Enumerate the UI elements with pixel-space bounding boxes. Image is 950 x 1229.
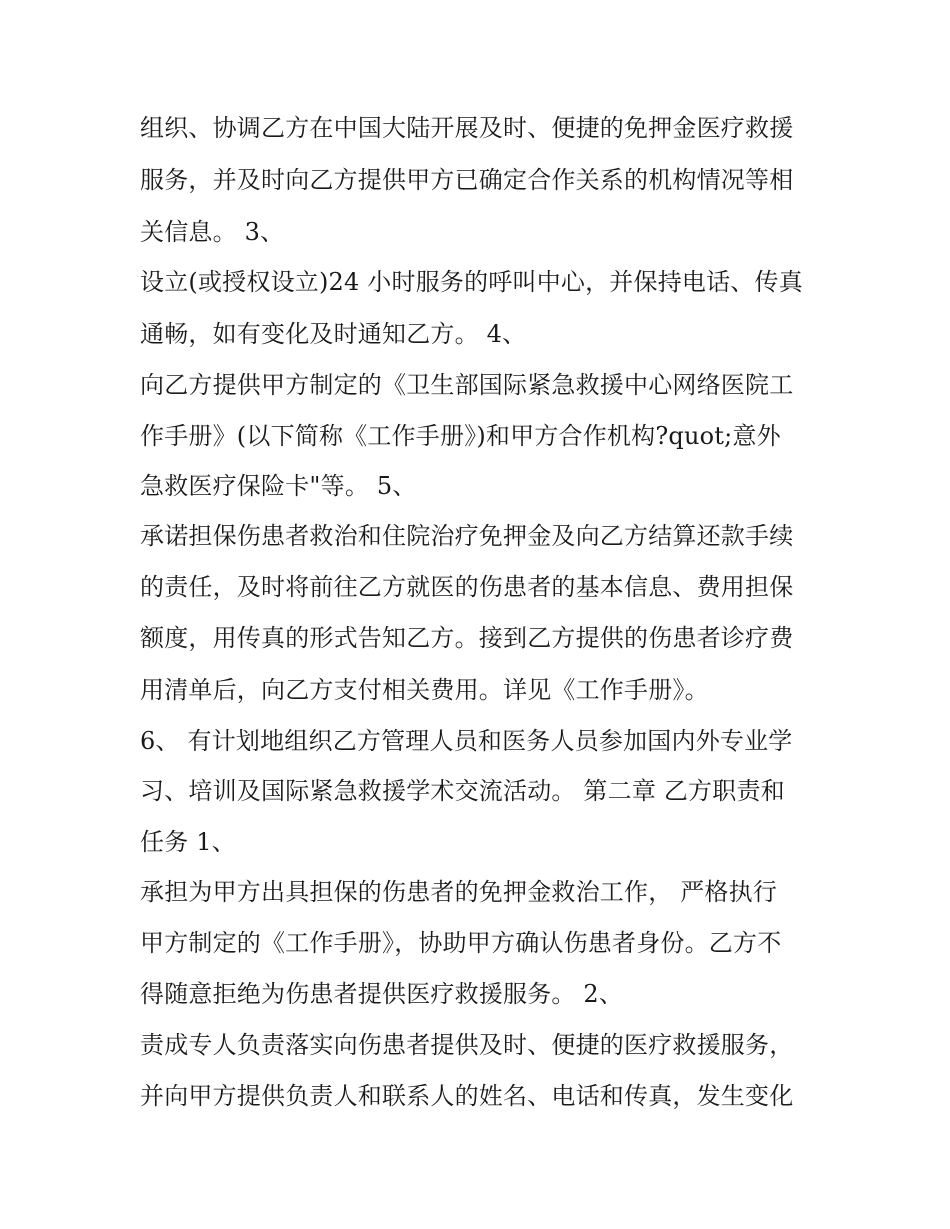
text-line-11: 额度，用传真的形式告知乙方。接到乙方提供的伤患者诊疗费 <box>140 624 794 652</box>
text-line-19: 责成专人负责落实向伤患者提供及时、便捷的医疗救援服务， <box>140 1031 794 1059</box>
text-line-6: 向乙方提供甲方制定的《卫生部国际紧急救援中心网络医院工 <box>140 371 794 399</box>
text-line-20: 并向甲方提供负责人和联系人的姓名、电话和传真，发生变化 <box>140 1082 794 1110</box>
text-line-13: 6、 有计划地组织乙方管理人员和医务人员参加国内外专业学 <box>140 727 793 755</box>
text-line-18: 得随意拒绝为伤患者提供医疗救援服务。 2、 <box>140 980 624 1008</box>
text-line-2: 服务，并及时向乙方提供甲方已确定合作关系的机构情况等相 <box>140 166 794 194</box>
text-line-5: 通畅，如有变化及时通知乙方。 4、 <box>140 320 527 348</box>
text-line-16: 承担为甲方出具担保的伤患者的免押金救治工作， 严格执行 <box>140 878 778 906</box>
text-line-12: 用清单后，向乙方支付相关费用。详见《工作手册》。 <box>140 676 709 704</box>
text-line-17: 甲方制定的《工作手册》，协助甲方确认伤患者身份。乙方不 <box>140 929 782 957</box>
text-line-4: 设立(或授权设立)24 小时服务的呼叫中心，并保持电话、传真 <box>140 268 803 296</box>
text-line-8: 急救医疗保险卡"等。 5、 <box>140 472 417 500</box>
text-line-15: 任务 1、 <box>140 828 236 856</box>
text-line-14: 习、培训及国际紧急救援学术交流活动。 第二章 乙方职责和 <box>140 777 785 805</box>
text-line-9: 承诺担保伤患者救治和住院治疗免押金及向乙方结算还款手续 <box>140 522 794 550</box>
text-line-7: 作手册》(以下简称《工作手册》)和甲方合作机构?quot;意外 <box>140 422 781 450</box>
text-line-10: 的责任，及时将前往乙方就医的伤患者的基本信息、费用担保 <box>140 573 794 601</box>
text-line-3: 关信息。 3、 <box>140 218 285 246</box>
text-line-1: 组织、协调乙方在中国大陆开展及时、便捷的免押金医疗救援 <box>140 114 794 142</box>
